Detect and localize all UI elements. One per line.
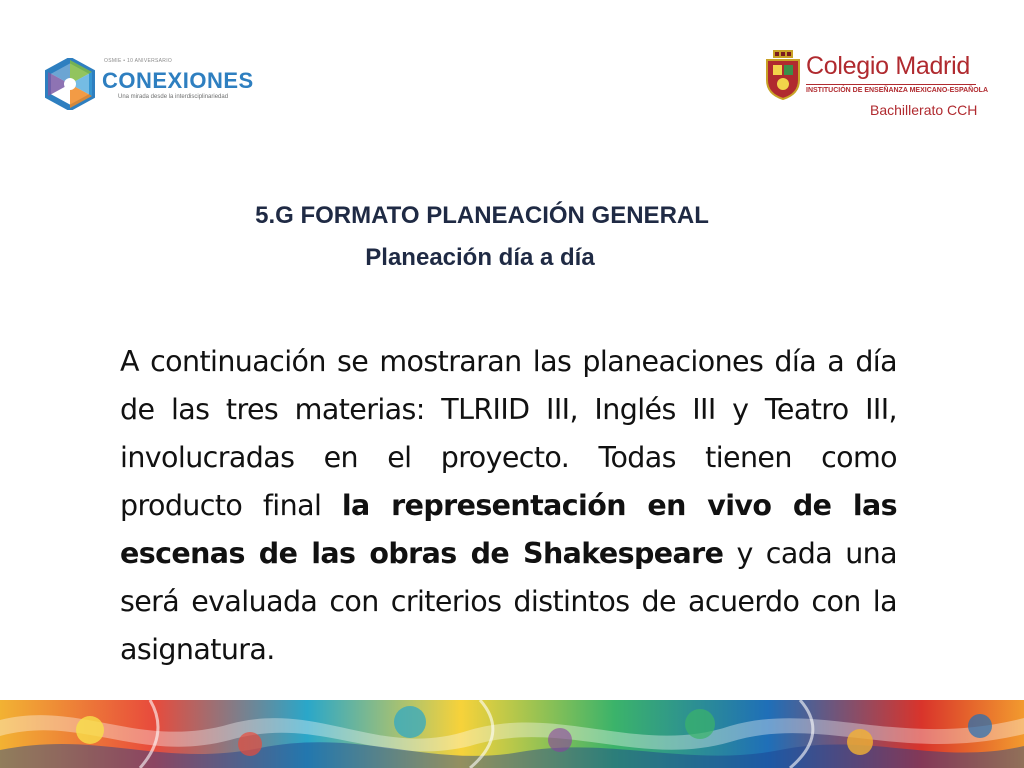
conexiones-emblem-icon [40, 58, 100, 110]
page-subtitle: Planeación día a día [365, 244, 595, 271]
body-paragraph [120, 338, 897, 674]
logo-divider [806, 84, 976, 85]
body-text-part2: y cada una será evaluada con criterios distintos de acuerdo con la asignatura. [120, 537, 897, 666]
colegio-madrid-institution: INSTITUCIÓN DE ENSEÑANZA MEXICANO-ESPAÑOLA [806, 87, 989, 94]
colegio-madrid-logo [764, 50, 994, 126]
colegio-madrid-campus: Bachillerato CCH [870, 102, 978, 118]
colegio-madrid-title: Colegio Madrid [806, 52, 970, 80]
body-text-part1: A continuación se mostraran las planeaciones día a día de las tres materias: TLRIID III, Inglés III y Teatro III, involucradas en el proyecto. Todas tienen como producto final [120, 345, 897, 522]
body-text-bold: la representación en vivo de las escenas de las obras de Shakespeare [120, 489, 897, 570]
conexiones-anniversary-text: OSMIE • 10 ANIVERSARIO [104, 58, 173, 64]
conexiones-logo [40, 54, 270, 114]
conexiones-subtitle: Una mirada desde la interdisciplinariedad [118, 94, 229, 100]
page-title: 5.G FORMATO PLANEACIÓN GENERAL [255, 202, 709, 229]
decorative-banner [0, 700, 1024, 768]
conexiones-title: CONEXIONES [102, 68, 254, 93]
colegio-madrid-crest-icon [764, 50, 802, 100]
